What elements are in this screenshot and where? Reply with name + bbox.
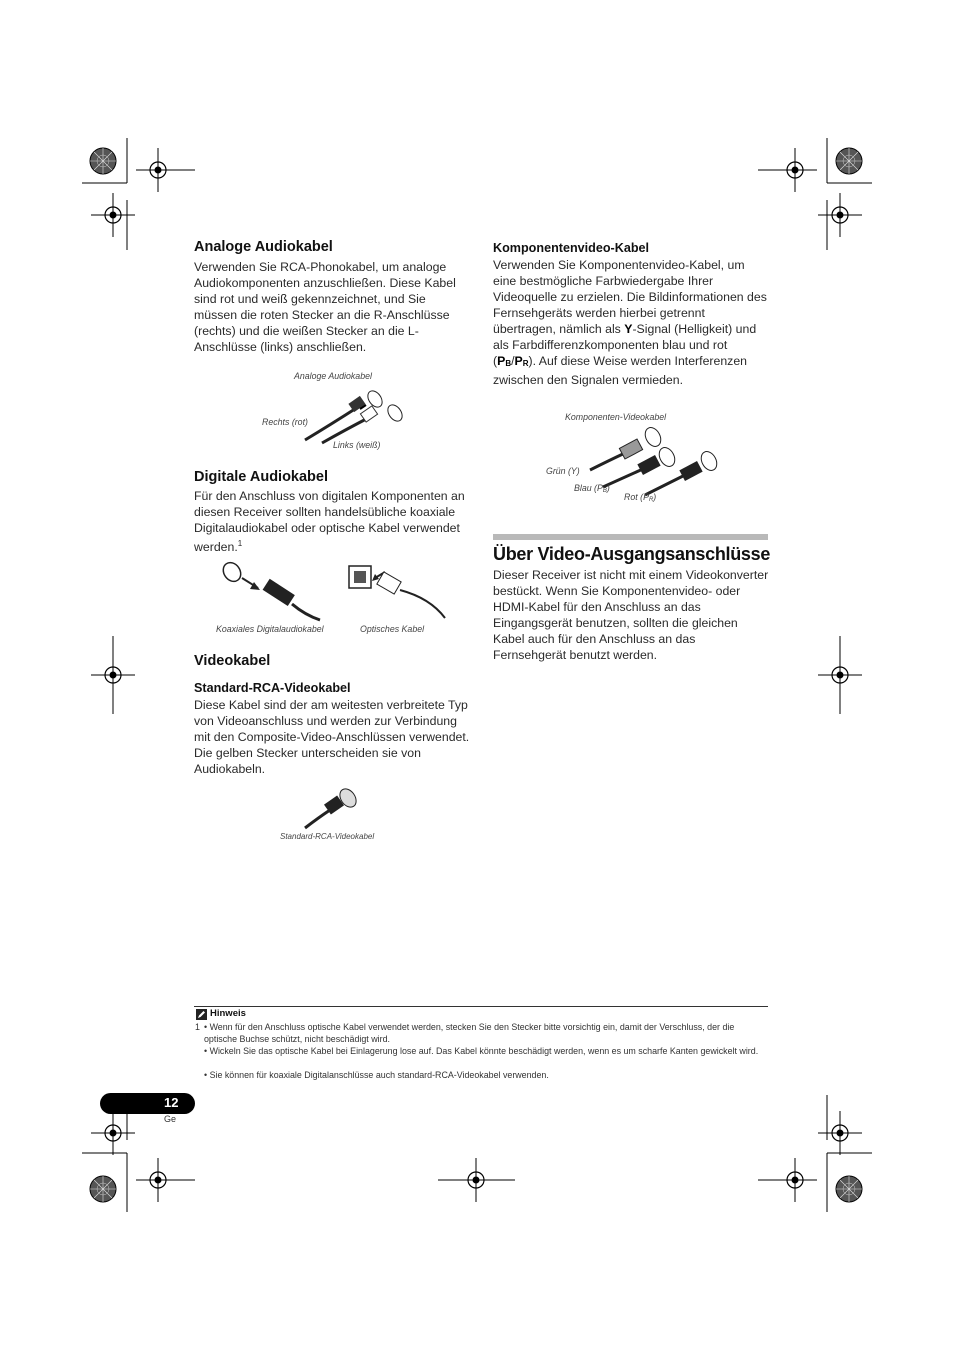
video-output-text: Dieser Receiver ist nicht mit einem Videokonverter bestückt. Wenn Sie Komponentenvideo- oder HDMI-Kabel für den Anschluss an das Eingangsgerät benutzen, sollten die gleichen Kabel auch für den Anschluss an das Fernsehgerät benutzt werden. [493, 568, 769, 662]
video-output-heading: Über Video-Ausgangsanschlüsse [493, 544, 771, 564]
analog-cable-illustration [300, 385, 420, 445]
component-red-label-sub: R [648, 497, 654, 503]
digital-audio-heading: Digitale Audiokabel [194, 469, 329, 485]
component-text-part-1: Verwenden Sie Komponentenvideo-Kabel, um eine bestmögliche Farbwiedergabe Ihrer Videoquelle zu erzielen. Die Bildinformationen des Fernsehgeräts werden hierbei getrennt übertragen, nämlich als [493, 258, 767, 336]
component-blue-label-sub: B [602, 488, 607, 494]
rca-video-figure-caption: Standard-RCA-Videokabel [280, 832, 375, 841]
component-blue-label [574, 483, 610, 494]
component-pr-p: P [514, 354, 523, 368]
optical-cable-illustration [345, 560, 455, 622]
component-pb-sub: B [505, 359, 512, 368]
component-text-part-3: ). Auf diese Weise werden Interferenzen zwischen den Signalen vermieden. [493, 354, 748, 387]
note-item-2: • Wickeln Sie das optische Kabel bei Einlagerung lose auf. Das Kabel könnte beschädigt werden, wenn es um scharfe Kanten gewickelt wird. [204, 1046, 759, 1056]
component-green-label: Grün (Y) [546, 466, 580, 476]
component-red-label-text: Rot (P [624, 492, 649, 502]
digital-audio-text-body: Für den Anschluss von digitalen Komponenten an diesen Receiver sollten handelsübliche koaxiale Digitalaudiokabel oder optische Kabel verwendet werden. [194, 489, 465, 555]
component-video-heading: Komponentenvideo-Kabel [493, 241, 650, 255]
component-pb-p: P [497, 354, 506, 368]
component-text-part-2: -Signal (Helligkeit) und als Farbdifferenzkomponenten blau und rot ( [493, 322, 757, 368]
analog-audio-heading: Analoge Audiokabel [194, 239, 333, 255]
digital-audio-text [194, 488, 472, 555]
analog-audio-text: Verwenden Sie RCA-Phonokabel, um analoge Audiokomponenten anzuschließen. Diese Kabel sind rot und weiß gekennzeichnet, und Sie müssen die roten Stecker an die R-Anschlüsse (rechts) und die weißen Stecker an die L-Anschlüsse (links) anschließen. [194, 260, 456, 354]
rca-video-text: Diese Kabel sind der am weitesten verbreitete Typ von Videoanschluss und werden zur Verbindung mit den Composite-Video-Anschlüssen verwendet. Die gelben Stecker unterscheiden sie von Audiokabeln. [194, 698, 470, 776]
rca-video-cable-illustration [300, 786, 365, 831]
hinweis-note-icon [196, 1009, 207, 1020]
component-figure-caption: Komponenten-Videokabel [565, 412, 667, 422]
analog-figure-right-label: Rechts (rot) [262, 417, 308, 427]
component-video-text [493, 257, 769, 388]
component-red-label-close: ) [653, 492, 657, 502]
optical-figure-caption: Optisches Kabel [360, 624, 425, 634]
component-blue-label-close: ) [606, 483, 610, 493]
footnote-marker: 1 [237, 539, 243, 548]
note-item-3: • Sie können für koaxiale Digitalanschlüsse auch standard-RCA-Videokabel verwenden. [204, 1070, 549, 1080]
note-item-1: • Wenn für den Anschluss optische Kabel verwendet werden, stecken Sie den Stecker bitte vorsichtig ein, damit der Verschluss, der die optische Buchse schützt, nicht beschädigt wird. [204, 1022, 735, 1044]
analog-figure-caption: Analoge Audiokabel [294, 371, 372, 381]
language-code: Ge [164, 1114, 177, 1124]
coaxial-cable-illustration [220, 560, 325, 622]
component-red-label [624, 492, 656, 503]
notes-rule [194, 1006, 768, 1007]
page-number-tab [100, 1093, 195, 1114]
video-cable-heading: Videokabel [194, 653, 271, 669]
section-divider-bar [493, 534, 768, 540]
analog-figure-left-label: Links (weiß) [333, 440, 381, 450]
page-number: 12 [164, 1095, 179, 1110]
component-y-signal: Y [624, 322, 633, 336]
note-number: 1 [195, 1022, 200, 1032]
component-blue-label-text: Blau (P [574, 483, 603, 493]
coaxial-figure-caption: Koaxiales Digitalaudiokabel [216, 624, 324, 634]
component-slash: / [511, 354, 515, 368]
notes-heading: Hinweis [210, 1008, 246, 1019]
rca-video-heading: Standard-RCA-Videokabel [194, 681, 351, 695]
component-pr-sub: R [522, 359, 529, 368]
